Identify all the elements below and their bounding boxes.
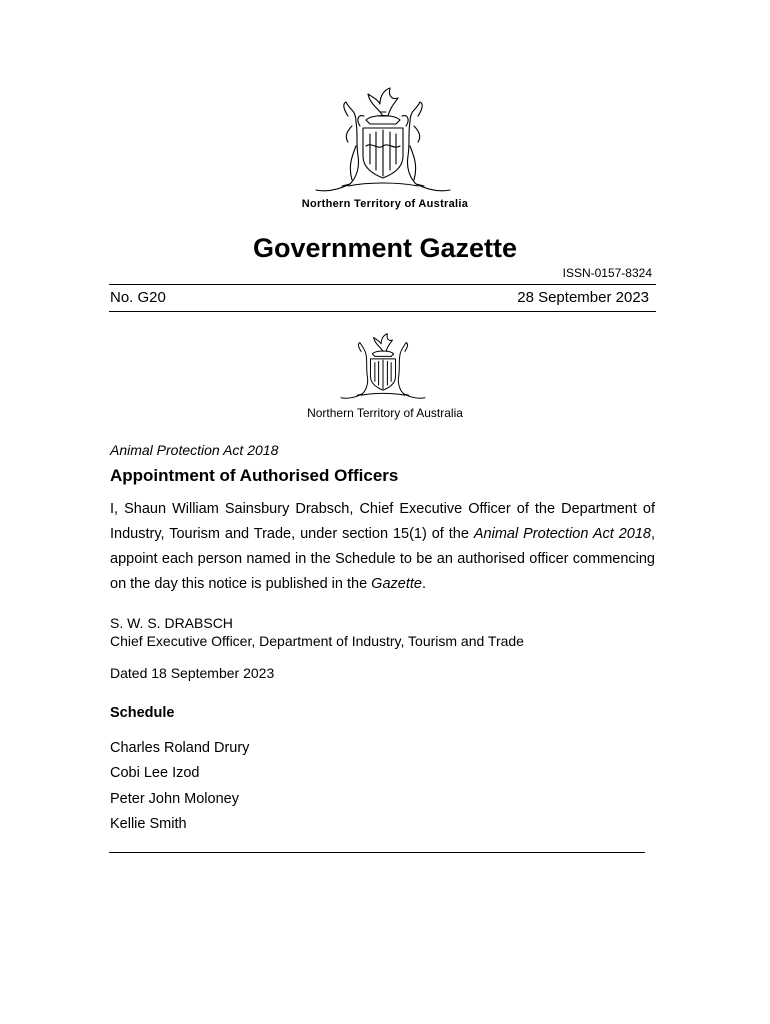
notice-body-text: , appoint each person named in the Schedule to be an authorised officer commencing on the day this notice is published in the <box>110 526 655 592</box>
notice-coat-of-arms-emblem <box>336 332 430 402</box>
masthead-bottom-rule <box>109 311 656 312</box>
notice-body <box>110 497 655 597</box>
notice-heading: Appointment of Authorised Officers <box>110 466 399 485</box>
signatory-title: Chief Executive Officer, Department of Industry, Tourism and Trade <box>110 633 524 649</box>
notice-jurisdiction-label: Northern Territory of Australia <box>307 406 463 420</box>
gazette-title: Government Gazette <box>252 233 518 263</box>
schedule-item: Peter John Moloney <box>110 790 239 807</box>
act-title: Animal Protection Act 2018 <box>110 442 279 458</box>
act-reference: Animal Protection Act 2018 <box>473 526 651 542</box>
notice-body-text: . <box>421 576 426 592</box>
issue-number: No. G20 <box>110 289 166 306</box>
schedule-heading: Schedule <box>110 705 175 721</box>
date-signed: Dated 18 September 2023 <box>110 665 275 681</box>
coat-of-arms-emblem <box>308 86 458 196</box>
jurisdiction-label: Northern Territory of Australia <box>301 198 469 210</box>
signatory-name: S. W. S. DRABSCH <box>110 615 233 631</box>
issue-date: 28 September 2023 <box>517 289 649 306</box>
schedule-item: Kellie Smith <box>110 815 187 832</box>
issn-number: ISSN-0157-8324 <box>562 266 652 280</box>
notice-end-rule <box>109 852 645 853</box>
schedule-item: Cobi Lee Izod <box>110 765 200 782</box>
masthead-top-rule <box>109 284 656 285</box>
gazette-reference: Gazette <box>371 576 422 592</box>
schedule-item: Charles Roland Drury <box>110 740 250 756</box>
notice-body-text: I, Shaun William Sainsbury Drabsch, Chief Executive Officer of the Department of Industry, Tourism and Trade, under section 15(1) of the <box>110 501 655 542</box>
schedule-list <box>110 736 249 837</box>
